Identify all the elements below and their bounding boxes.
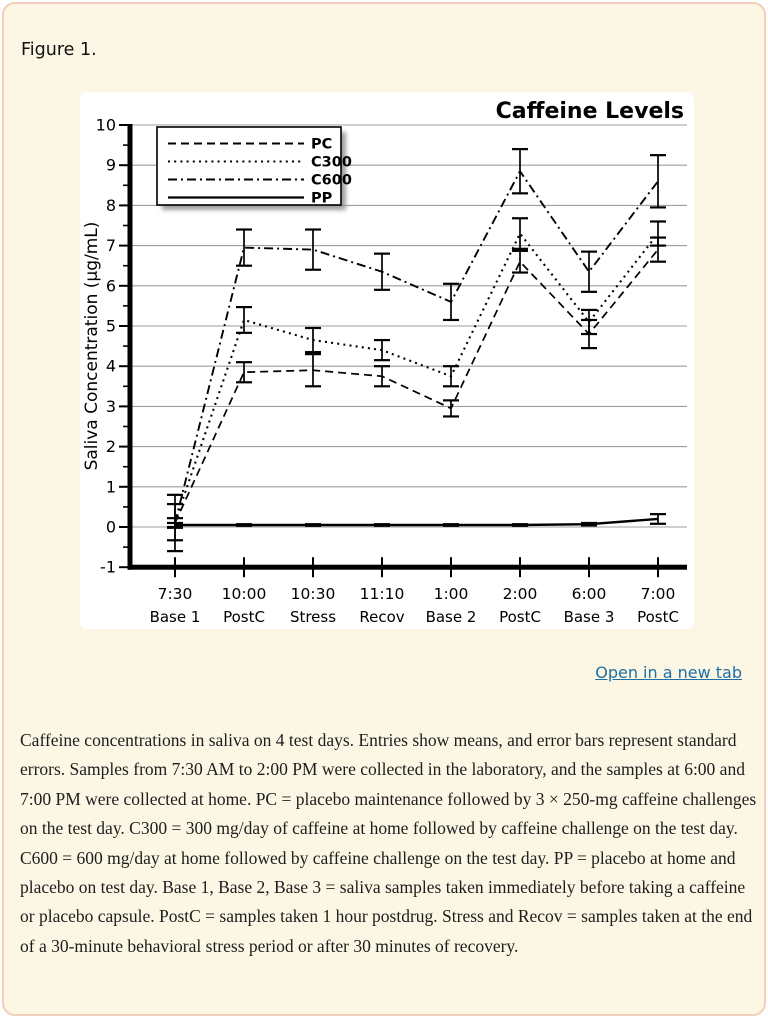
- svg-text:Base 1: Base 1: [149, 608, 201, 626]
- svg-text:PostC: PostC: [637, 608, 679, 626]
- svg-text:Caffeine Levels: Caffeine Levels: [495, 99, 684, 124]
- svg-text:Recov: Recov: [359, 608, 405, 626]
- svg-text:4: 4: [105, 356, 116, 376]
- svg-text:10: 10: [95, 115, 116, 135]
- svg-text:11:10: 11:10: [359, 585, 405, 603]
- open-in-new-tab-link[interactable]: Open in a new tab: [595, 663, 742, 682]
- svg-text:2: 2: [105, 437, 116, 457]
- figure-label: Figure 1.: [21, 40, 97, 60]
- svg-text:C300: C300: [311, 154, 352, 171]
- svg-text:3: 3: [105, 396, 116, 416]
- svg-text:PostC: PostC: [223, 608, 265, 626]
- svg-text:0: 0: [105, 517, 116, 537]
- svg-text:10:30: 10:30: [290, 585, 336, 603]
- svg-text:7: 7: [105, 236, 116, 256]
- svg-text:Base 3: Base 3: [563, 608, 615, 626]
- svg-text:7:30: 7:30: [157, 585, 193, 603]
- svg-text:-1: -1: [100, 557, 116, 577]
- svg-text:PostC: PostC: [499, 608, 541, 626]
- svg-text:6: 6: [105, 276, 116, 296]
- svg-text:9: 9: [105, 155, 116, 175]
- svg-text:1:00: 1:00: [433, 585, 469, 603]
- caffeine-chart: [80, 92, 694, 629]
- svg-text:1: 1: [105, 477, 116, 497]
- svg-text:C600: C600: [311, 172, 352, 189]
- svg-text:Stress: Stress: [289, 608, 337, 626]
- svg-text:Saliva Concentration (µg/mL): Saliva Concentration (µg/mL): [82, 221, 102, 471]
- svg-text:7:00: 7:00: [640, 585, 676, 603]
- figure-panel: [80, 92, 694, 629]
- figure-caption: Caffeine concentrations in saliva on 4 test days. Entries show means, and error bars represent standard errors. Samples from 7:30 AM to 2:00 PM were collected in the laboratory, and the samples at 6:00 and 7:00 PM were collected at home. PC = placebo maintenance followed by 3 × 250-mg caffeine challenges on the test day. C300 = 300 mg/day of caffeine at home followed by caffeine challenge on the test day. C600 = 600 mg/day at home followed by caffeine challenge on the test day. PP = placebo at home and placebo on test day. Base 1, Base 2, Base 3 = saliva samples taken immediately before taking a caffeine or placebo capsule. PostC = samples taken 1 hour postdrug. Stress and Recov = samples taken at the end of a 30-minute behavioral stress period or after 30 minutes of recovery.: [20, 730, 757, 956]
- svg-text:8: 8: [105, 195, 116, 215]
- svg-text:2:00: 2:00: [502, 585, 538, 603]
- svg-text:Base 2: Base 2: [425, 608, 477, 626]
- svg-text:6:00: 6:00: [571, 585, 607, 603]
- svg-text:PP: PP: [311, 190, 333, 207]
- svg-text:5: 5: [105, 316, 116, 336]
- svg-text:10:00: 10:00: [221, 585, 267, 603]
- page: [2, 2, 766, 1016]
- svg-text:PC: PC: [311, 136, 333, 153]
